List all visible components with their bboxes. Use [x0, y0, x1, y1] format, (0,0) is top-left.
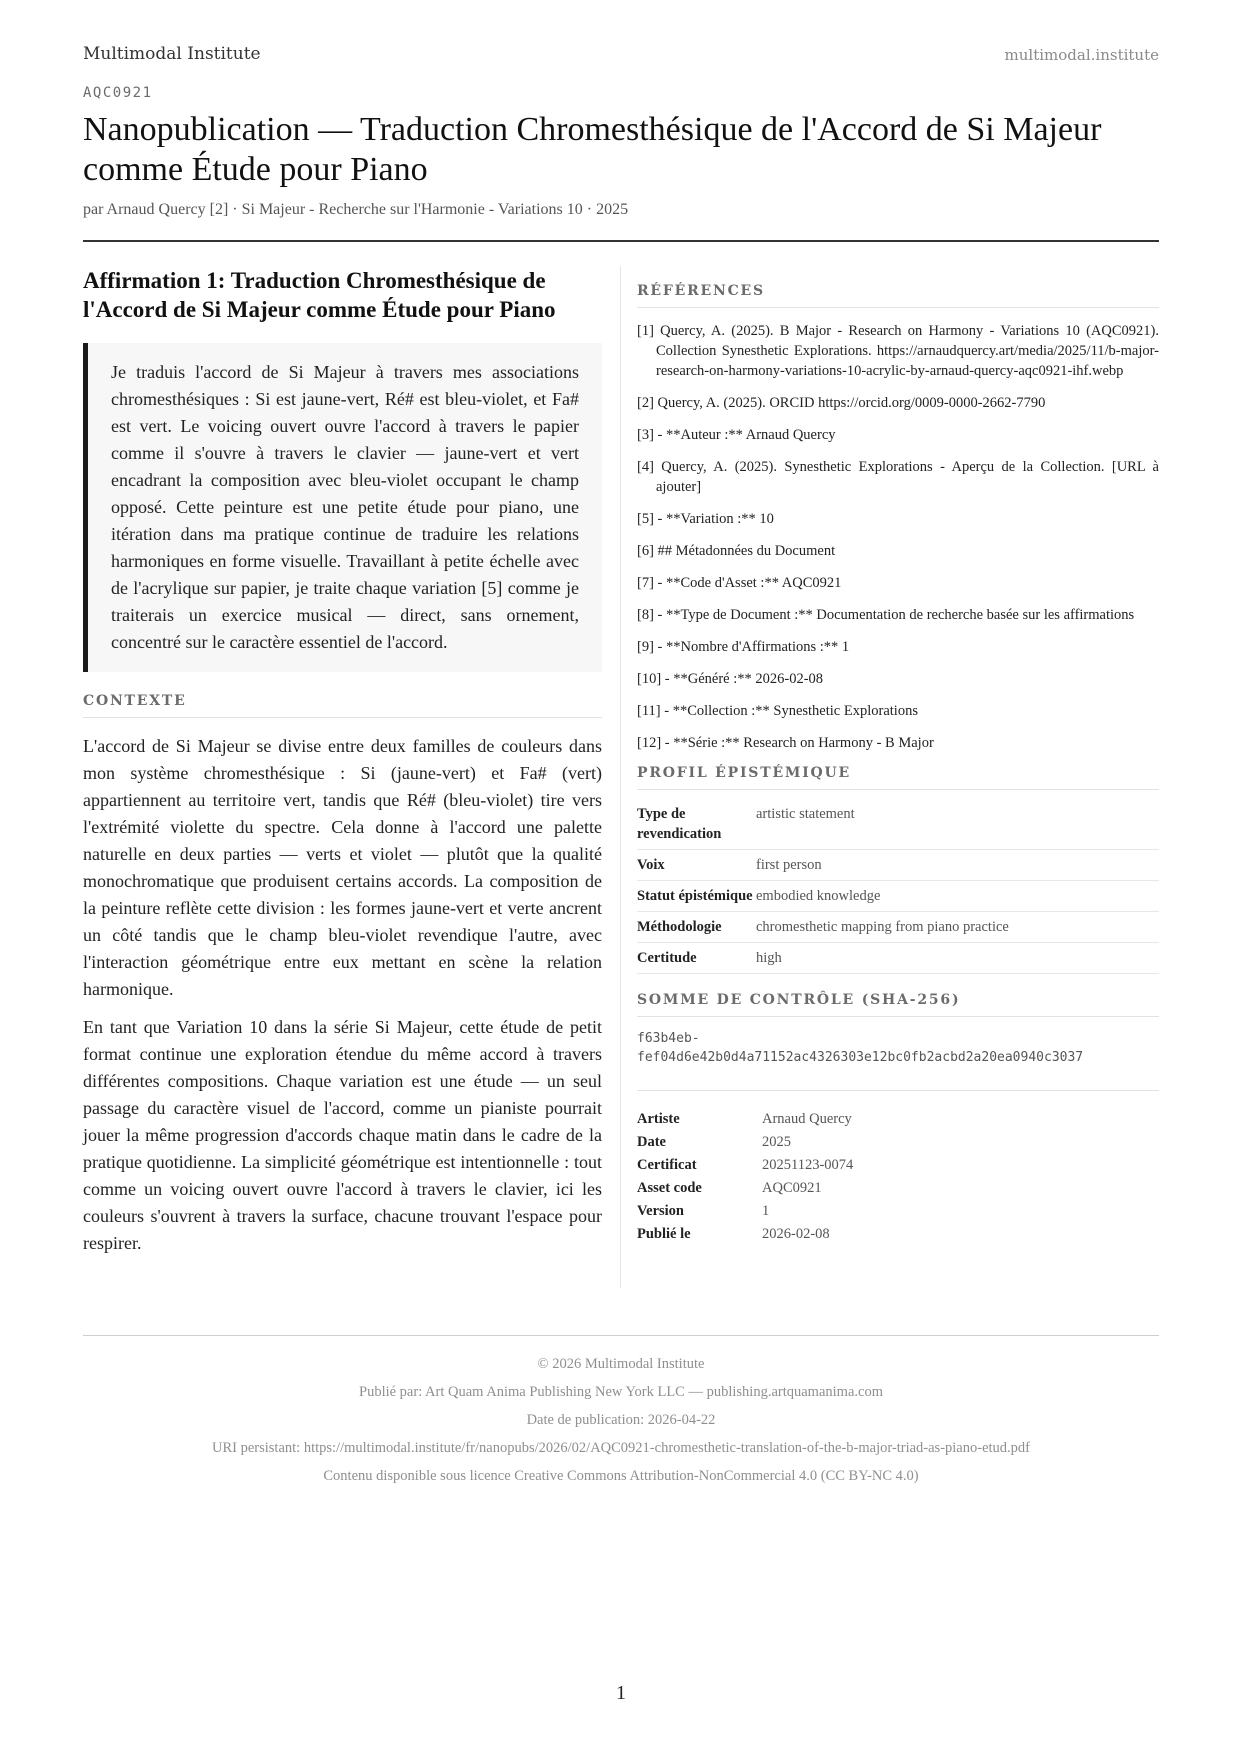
table-row — [637, 1177, 853, 1200]
footer-publisher: Publié par: Art Quam Anima Publishing New York LLC — publishing.artquamanima.com — [359, 1384, 883, 1400]
table-row — [637, 1223, 853, 1246]
asset-code: AQC0921 — [83, 85, 153, 101]
reference-item: [10] - **Généré :** 2026-02-08 — [637, 671, 824, 687]
table-row — [637, 1108, 853, 1131]
main-column — [83, 266, 602, 1257]
reference-item: [2] Quercy, A. (2025). ORCID https://orcid.org/0009-0000-2662-7790 — [637, 395, 1046, 411]
reference-item: [6] ## Métadonnées du Document — [637, 543, 836, 559]
table-row — [637, 1154, 853, 1177]
table-row — [637, 943, 1159, 974]
footer-pubdate: Date de publication: 2026-04-22 — [526, 1412, 716, 1428]
profile-value: artistic statement — [756, 799, 1159, 850]
profile-key: Méthodologie — [637, 912, 756, 943]
footer-uri: URI persistant: https://multimodal.institute/fr/nanopubs/2026/02/AQC0921-chromesthetic-translation-of-the-b-major-triad-as-piano-etud.pdf — [212, 1440, 1030, 1456]
footer — [83, 1354, 1159, 1494]
references-list — [637, 321, 1159, 753]
page-title: Nanopublication — Traduction Chromesthésique de l'Accord de Si Majeur comme Étude pour Piano — [83, 111, 1102, 188]
profile-heading: PROFIL ÉPISTÉMIQUE — [637, 765, 1159, 790]
meta-value: 2025 — [762, 1134, 791, 1150]
claim-quote: Je traduis l'accord de Si Majeur à travers mes associations chromesthésiques : Si est jaune-vert, Ré# est bleu-violet, et Fa# est vert. Le voicing ouvert ouvre l'accord à travers le papier comme il s'ouvre à travers le clavier — jaune-vert et vert encadrant la composition avec bleu-violet occupant le champ opposé. Cette peinture est une petite étude pour piano, une itération dans ma pratique continue de traduire les relations harmoniques en forme visuelle. Travaillant à petite échelle avec de l'acrylique sur papier, je traite chaque variation [5] comme je traiterais un exercice musical — direct, sans ornement, concentré sur le caractère essentiel de l'accord. — [83, 343, 602, 672]
table-row — [637, 850, 1159, 881]
checksum-line: f63b4eb- — [637, 1031, 700, 1046]
meta-key: Certificat — [637, 1157, 697, 1173]
reference-item: [3] - **Auteur :** Arnaud Quercy — [637, 427, 836, 443]
profile-key: Voix — [637, 850, 756, 881]
profile-value: high — [756, 943, 1159, 974]
byline: par Arnaud Quercy [2] · Si Majeur - Recherche sur l'Harmonie - Variations 10 · 2025 — [83, 201, 629, 218]
context-paragraph: L'accord de Si Majeur se divise entre deux familles de couleurs dans mon système chromesthésique : Si (jaune-vert) et Fa# (vert) appartiennent au territoire vert, tandis que Ré# (bleu-violet) tire vers l'extrémité violette du spectre. Cela donne à l'accord une palette naturelle en deux parties — verts et violet — plutôt que la qualité monochromatique que produisent certains accords. La composition de la peinture reflète cette division : les formes jaune-vert et verte ancrent un côté tandis que le champ bleu-violet revendique l'autre, avec l'interaction géométrique entre eux mettant en scène la relation harmonique. — [83, 736, 602, 999]
site-link[interactable]: multimodal.institute — [1004, 46, 1159, 64]
meta-value: 2026-02-08 — [762, 1226, 830, 1242]
footer-copyright: © 2026 Multimodal Institute — [537, 1356, 705, 1372]
claim-title: Affirmation 1: Traduction Chromesthésique de l'Accord de Si Majeur comme Étude pour Piano — [83, 268, 556, 322]
profile-value: first person — [756, 850, 1159, 881]
sidebar — [637, 283, 1159, 1246]
context-paragraph: En tant que Variation 10 dans la série Si Majeur, cette étude de petit format continue une exploration étendue du même accord à travers différentes compositions. Chaque variation est une étude — un seul passage du caractère visuel de l'accord, comme un pianiste pourrait jouer la même progression d'accords chaque matin dans le cadre de la pratique quotidienne. La simplicité géométrique est intentionnelle : tout comme un voicing ouvert ouvre l'accord à travers le clavier, ici les couleurs s'ouvrent à travers la surface, chacune trouvant l'espace pour respirer. — [83, 1017, 602, 1253]
profile-key: Certitude — [637, 943, 756, 974]
meta-value: Arnaud Quercy — [762, 1111, 852, 1127]
header-divider — [83, 240, 1159, 242]
metadata-table — [637, 1108, 853, 1246]
epistemic-profile-table — [637, 799, 1159, 974]
meta-key: Artiste — [637, 1111, 680, 1127]
profile-key: Type de revendication — [637, 799, 756, 850]
references-heading: RÉFÉRENCES — [637, 283, 1159, 308]
top-bar — [83, 44, 1159, 68]
reference-item: [1] Quercy, A. (2025). B Major - Research on Harmony - Variations 10 (AQC0921). Collection Synesthetic Explorations. https://arnaudquercy.art/media/2025/11/b-major-research-on-harmony-variations-10-acrylic-by-arnaud-quercy-aqc0921-ihf.webp — [637, 323, 1159, 379]
profile-key: Statut épistémique — [637, 881, 756, 912]
table-row — [637, 799, 1159, 850]
meta-key: Version — [637, 1203, 684, 1219]
checksum-line: fef04d6e42b0d4a71152ac4326303e12bc0fb2acbd2a20ea0940c3037 — [637, 1050, 1084, 1065]
reference-item: [9] - **Nombre d'Affirmations :** 1 — [637, 639, 850, 655]
meta-key: Date — [637, 1134, 666, 1150]
context-heading: CONTEXTE — [83, 693, 602, 718]
meta-value: 20251123-0074 — [762, 1157, 854, 1173]
checksum-heading: SOMME DE CONTRÔLE (SHA-256) — [637, 992, 1159, 1017]
reference-item: [7] - **Code d'Asset :** AQC0921 — [637, 575, 842, 591]
table-row — [637, 1131, 853, 1154]
institute-name: Multimodal Institute — [83, 44, 261, 64]
meta-key: Asset code — [637, 1180, 702, 1196]
reference-item: [11] - **Collection :** Synesthetic Explorations — [637, 703, 918, 719]
profile-value: chromesthetic mapping from piano practice — [756, 912, 1159, 943]
reference-item: [4] Quercy, A. (2025). Synesthetic Explorations - Aperçu de la Collection. [URL à ajouter] — [637, 459, 1159, 495]
checksum-value — [637, 1029, 1159, 1091]
column-divider — [620, 266, 621, 1288]
profile-value: embodied knowledge — [756, 881, 1159, 912]
reference-item: [5] - **Variation :** 10 — [637, 511, 774, 527]
meta-value: AQC0921 — [762, 1180, 822, 1196]
table-row — [637, 912, 1159, 943]
table-row — [637, 1200, 853, 1223]
reference-item: [8] - **Type de Document :** Documentation de recherche basée sur les affirmations — [637, 607, 1135, 623]
meta-key: Publié le — [637, 1226, 691, 1242]
table-row — [637, 881, 1159, 912]
page-number: 1 — [616, 1682, 626, 1704]
footer-divider — [83, 1335, 1159, 1336]
footer-license: Contenu disponible sous licence Creative Commons Attribution-NonCommercial 4.0 (CC BY-NC 4.0) — [323, 1468, 919, 1484]
meta-value: 1 — [762, 1203, 770, 1219]
reference-item: [12] - **Série :** Research on Harmony - B Major — [637, 735, 934, 751]
